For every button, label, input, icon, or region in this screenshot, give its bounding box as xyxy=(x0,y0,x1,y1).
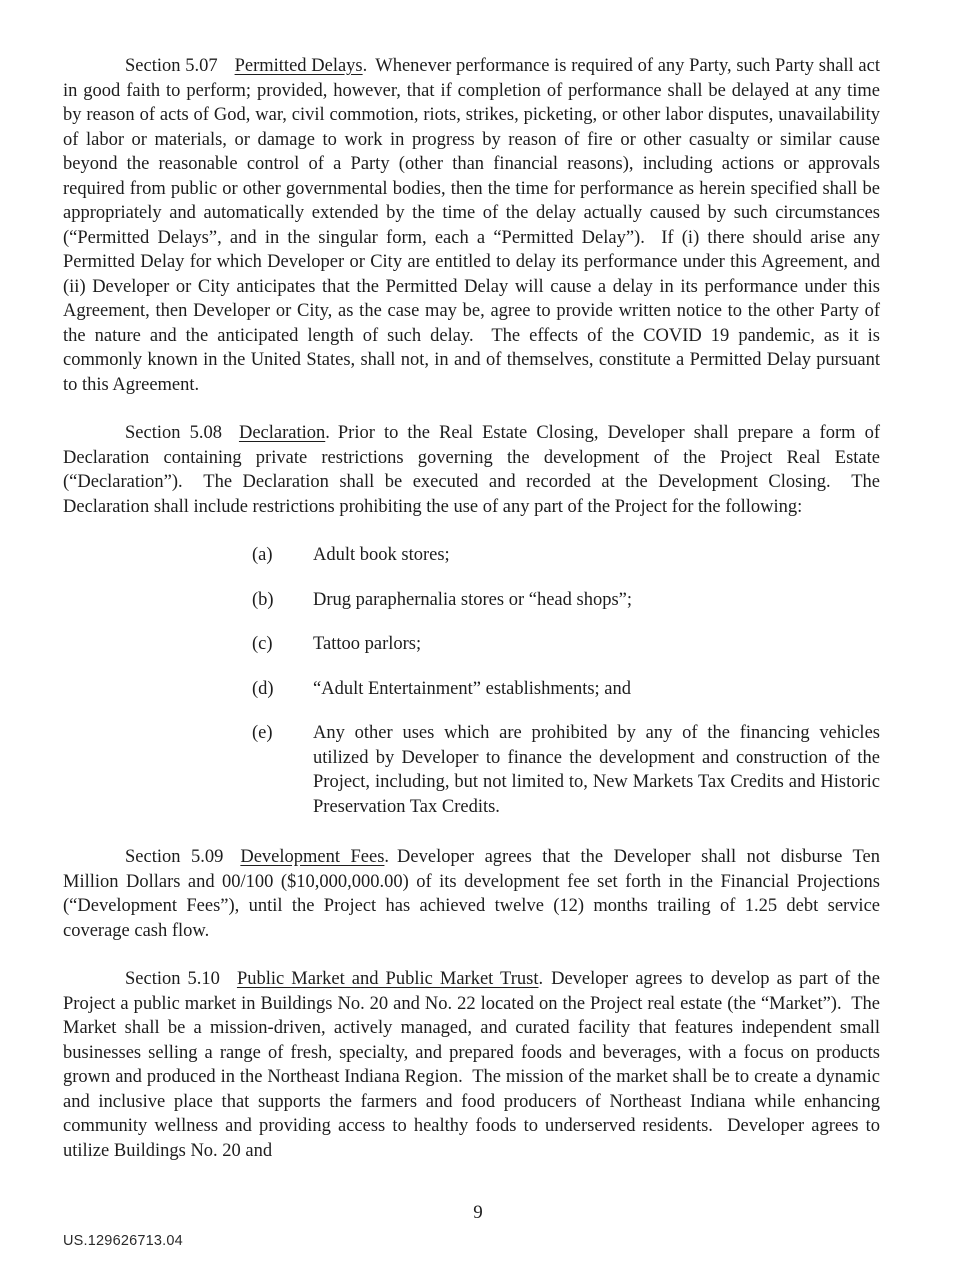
section-title: Public Market and Public Market Trust xyxy=(236,969,539,989)
list-item xyxy=(252,588,880,613)
list-item-marker: (c) xyxy=(252,634,273,654)
list-item xyxy=(252,632,880,657)
list-item-text: Any other uses which are prohibited by any of the financing vehicles utilized by Developer to finance the development and construction of the Project, including, but not limited to, New Markets Tax Credits and Historic Preservation Tax Credits. xyxy=(313,723,885,817)
section-5-09-paragraph xyxy=(63,845,885,943)
prohibited-uses-list xyxy=(63,543,885,819)
section-5-07-paragraph xyxy=(63,54,885,397)
section-5-10 xyxy=(63,967,885,1163)
section-title-period: . xyxy=(384,847,390,867)
list-item-text: Adult book stores; xyxy=(313,545,450,565)
section-body-text: Developer agrees that the Developer shall not disburse Ten Million Dollars and 00/100 ($10,000,000.00) of its development fee set forth in the Financial Projections (“Development Fees”), until the Project has achieved twelve (12) months trailing of 1.25 debt service coverage cash flow. xyxy=(63,847,885,941)
list-item xyxy=(252,543,880,568)
section-label: Section 5.07 xyxy=(125,56,218,76)
section-body-text: Prior to the Real Estate Closing, Developer shall prepare a form of Declaration containing private restrictions governing the development of the Project Real Estate (“Declaration”). The Declaration shall be executed and recorded at the Development Closing. The Declaration shall include restrictions prohibiting the use of any part of the Project for the following: xyxy=(63,423,885,517)
list-item-text: Drug paraphernalia stores or “head shops”; xyxy=(313,589,633,610)
section-5-09 xyxy=(63,845,885,943)
section-body-text: Developer agrees to develop as part of the Project a public market in Buildings No. 20 and No. 22 located on the Project real estate (the “Market”). The Market shall be a mission-driven, actively managed, and curated facility that features independent small businesses selling a range of fresh, specialty, and prepared foods and beverages, with a focus on products grown and produced in the Northeast Indiana Region. The mission of the market shall be to create a dynamic and inclusive place that supports the farmers and food producers of Northeast Indiana while enhancing community wellness and providing access to healthy foods to underserved residents. Developer agrees to utilize Buildings No. 20 and xyxy=(63,969,885,1161)
section-title-period: . xyxy=(325,423,330,443)
section-title: Development Fees xyxy=(240,847,385,867)
section-5-08 xyxy=(63,421,885,819)
list-item-marker: (b) xyxy=(252,589,274,610)
page-number: 9 xyxy=(473,1202,483,1223)
section-title-period: . xyxy=(362,56,368,76)
section-body-text: Whenever performance is required of any Party, such Party shall act in good faith to perform; provided, however, that if completion of performance shall be delayed at any time by reason of acts of God, war, civil commotion, riots, strikes, picketing, or other labor disputes, unavailability of labor or materials, or damage to work in progress by reason of fire or other casualty or similar cause beyond the reasonable control of a Party (other than financial reasons), including actions or approvals required from public or other governmental bodies, then the time for performance as herein specified shall be appropriately and automatically extended by the time of the delay actually caused by such circumstances (“Permitted Delays”, and in the singular form, each a “Permitted Delay”). If (i) there should arise any Permitted Delay for which Developer or City are entitled to delay its performance under this Agreement, and (ii) Developer or City anticipates that the Permitted Delay will cause a delay in its performance under this Agreement, then Developer or City, as the case may be, agree to provide written notice to the other Party of the nature and the anticipated length of such delay. The effects of the COVID 19 pandemic, as it is commonly known in the United States, shall not, in and of themselves, constitute a Permitted Delay pursuant to this Agreement. xyxy=(63,56,885,395)
list-item xyxy=(252,677,880,702)
section-title-period: . xyxy=(538,969,544,989)
document-body xyxy=(63,54,885,1187)
list-item-marker: (d) xyxy=(252,678,274,699)
list-item-text: “Adult Entertainment” establishments; and xyxy=(313,678,632,699)
list-item xyxy=(252,721,885,819)
list-item-marker: (a) xyxy=(252,545,273,565)
section-5-10-paragraph xyxy=(63,967,885,1163)
section-label: Section 5.09 xyxy=(125,847,224,867)
section-label: Section 5.10 xyxy=(125,969,220,989)
section-title: Permitted Delays xyxy=(234,56,363,76)
section-label: Section 5.08 xyxy=(125,423,222,443)
list-item-text: Tattoo parlors; xyxy=(313,634,422,654)
section-5-07 xyxy=(63,54,885,397)
section-title: Declaration xyxy=(238,423,326,443)
list-item-marker: (e) xyxy=(252,723,273,743)
section-5-08-paragraph xyxy=(63,421,885,519)
document-id-footer: US.129626713.04 xyxy=(63,1233,183,1249)
